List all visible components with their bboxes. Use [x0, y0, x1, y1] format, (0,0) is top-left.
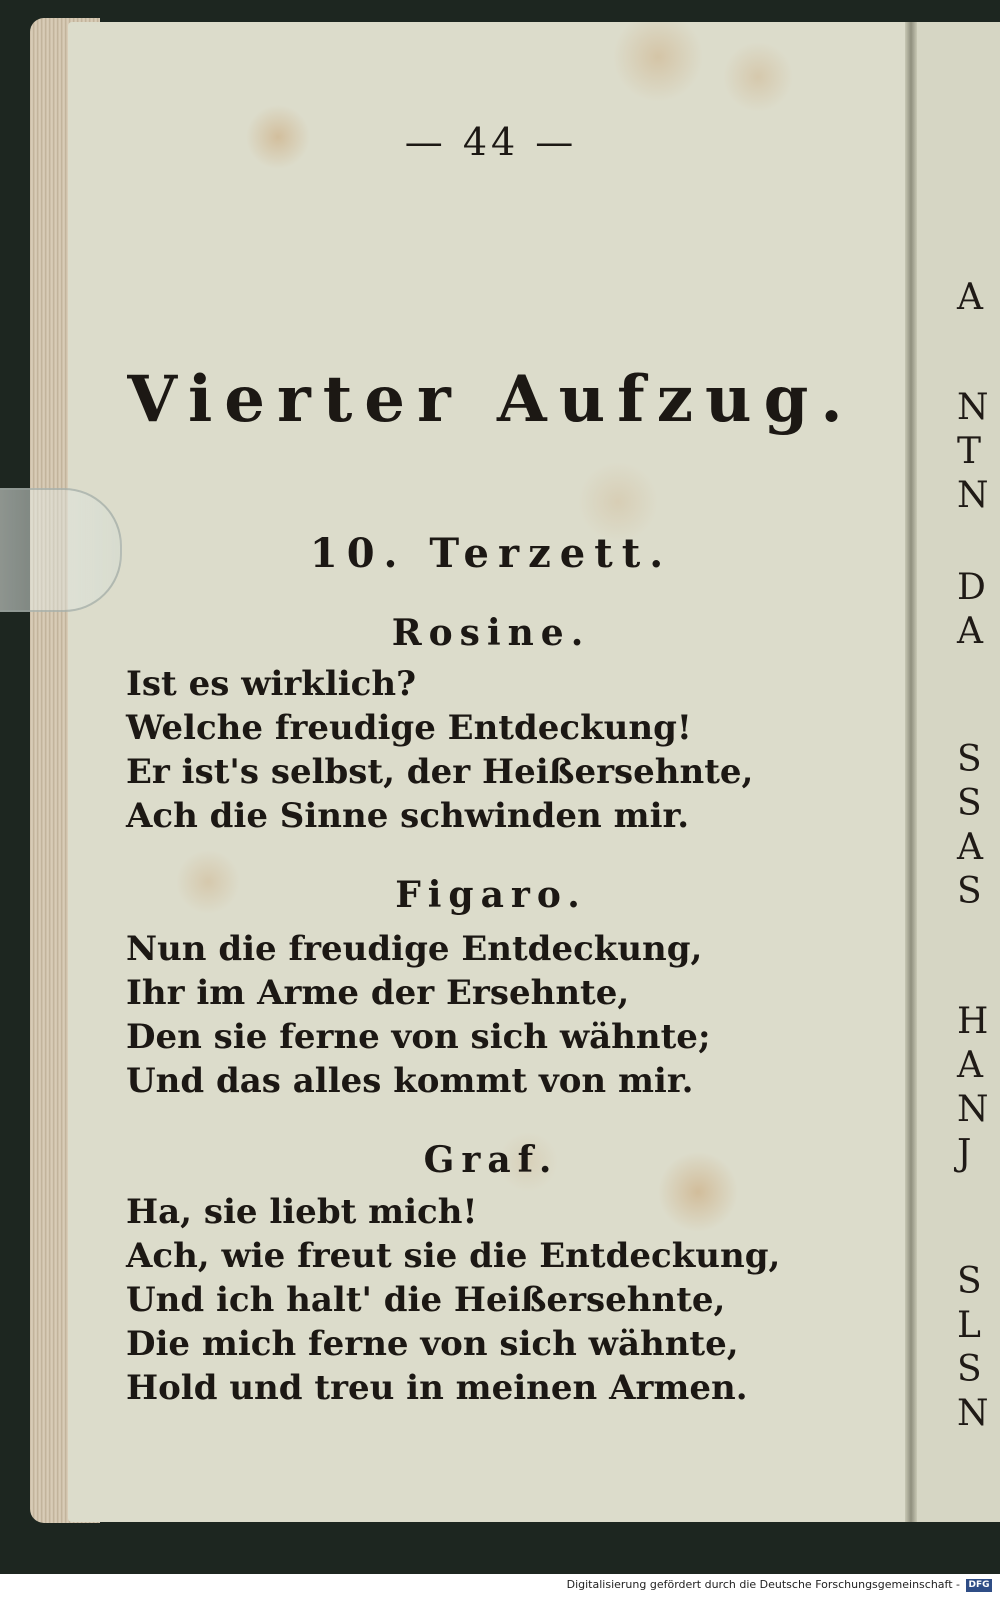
verse-line: Welche freudige Entdeckung!	[126, 708, 692, 748]
facing-page	[917, 22, 1000, 1522]
footer-bar	[0, 1574, 1000, 1598]
book-gutter	[905, 22, 917, 1522]
facing-letter: S	[957, 1261, 982, 1302]
verse-line: Ha, sie liebt mich!	[126, 1192, 478, 1232]
facing-letter: A	[957, 277, 983, 318]
verse-line: Und ich halt' die Heißersehnte,	[126, 1280, 726, 1320]
facing-letter: D	[957, 567, 986, 608]
facing-letter: S	[957, 871, 982, 912]
verse-line: Die mich ferne von sich wähnte,	[126, 1324, 739, 1364]
stanza-rosine	[126, 662, 753, 838]
verse-line: Und das alles kommt von mir.	[126, 1061, 694, 1101]
verse-line: Ach, wie freut sie die Entdeckung,	[126, 1236, 781, 1276]
facing-letter: N	[957, 1089, 989, 1130]
stanza-figaro	[126, 927, 711, 1103]
facing-letter: N	[957, 475, 989, 516]
verse-line: Er ist's selbst, der Heißersehnte,	[126, 752, 754, 792]
act-title: Vierter Aufzug.	[127, 362, 855, 437]
book-page	[68, 22, 914, 1522]
dfg-logo: DFG	[966, 1579, 992, 1592]
page-clip	[0, 488, 122, 612]
page-number: — 44 —	[404, 120, 578, 164]
verse-line: Ihr im Arme der Ersehnte,	[126, 973, 630, 1013]
facing-letter: S	[957, 1349, 982, 1390]
stanza-graf	[126, 1190, 780, 1410]
number-title: 10. Terzett.	[309, 530, 673, 577]
facing-letter: H	[957, 1001, 989, 1042]
verse-line: Ach die Sinne schwinden mir.	[126, 796, 690, 836]
facing-letter: N	[957, 387, 989, 428]
speaker-rosine: Rosine.	[391, 612, 591, 654]
verse-line: Ist es wirklich?	[126, 664, 417, 704]
speaker-graf: Graf.	[423, 1139, 559, 1181]
facing-letter: J	[957, 1133, 972, 1174]
verse-line: Den sie ferne von sich wähnte;	[126, 1017, 711, 1057]
facing-letter: S	[957, 739, 982, 780]
footer-credit: Digitalisierung gefördert durch die Deutsche Forschungsgemeinschaft -	[566, 1578, 960, 1591]
verse-line: Nun die freudige Entdeckung,	[126, 929, 703, 969]
facing-letter: N	[957, 1393, 989, 1434]
speaker-figaro: Figaro.	[395, 874, 587, 916]
facing-letter: L	[957, 1305, 981, 1346]
facing-letter: S	[957, 783, 982, 824]
facing-letter: A	[957, 1045, 983, 1086]
facing-letter: A	[957, 827, 983, 868]
verse-line: Hold und treu in meinen Armen.	[126, 1368, 748, 1408]
facing-letter: A	[957, 611, 983, 652]
facing-letter: T	[957, 431, 982, 472]
